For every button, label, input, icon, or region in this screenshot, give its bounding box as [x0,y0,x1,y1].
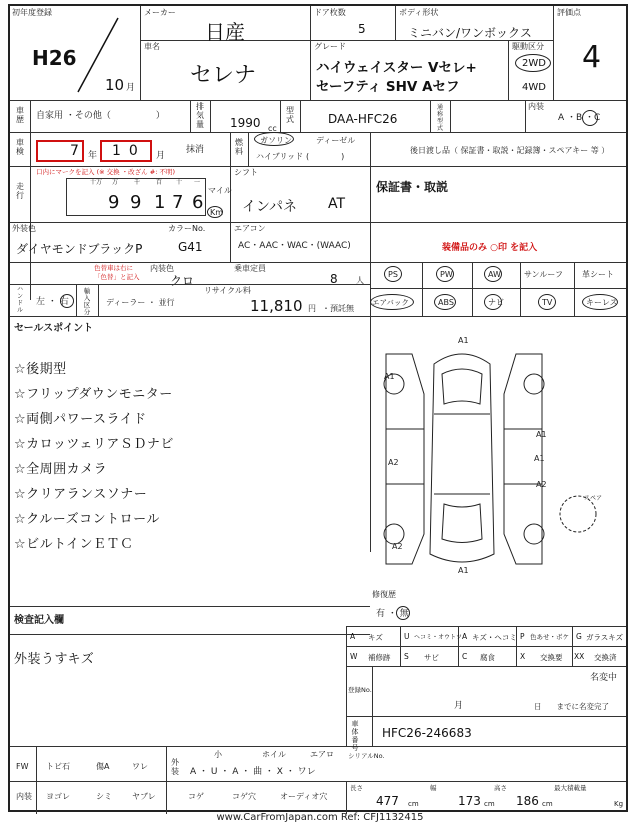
interior-grade-circle [582,110,598,126]
serial-label: シリアルNo. [348,752,385,760]
car-diagram [372,334,602,582]
legend-desc: キズ [368,633,383,642]
col-divider [472,262,473,316]
damage-mark: A2 [392,542,403,551]
col-divider [422,262,423,316]
legend-code: U [404,632,410,641]
chassis-label: 車体番号 [351,720,359,752]
col-divider [346,781,347,814]
first-reg-label: 初年度登録 [12,8,52,17]
handle-label: ハンドル [16,286,23,314]
equip-abs-circle [434,294,456,310]
unit-juu: 十 [176,179,183,186]
reg-month: 10 [105,76,125,94]
sales-point: ☆カロッツェリアＳＤナビ [14,437,174,452]
chassis-value: HFC26-246683 [382,726,472,740]
body-value: ミニバン/ワンボックス [408,26,532,40]
inspection-note: 外装うすキズ [14,652,95,667]
row-divider [10,634,370,635]
legend-code: A [462,632,468,641]
reg-year: H26 [32,46,77,70]
equip-ps-circle [384,266,402,282]
watermark-footer: www.CarFromJapan.com Ref: CFJ1132415 [216,812,424,823]
equip-airbag-circle [370,294,414,310]
insp-year: 7 [70,143,79,159]
ext-wheel: ホイル [262,750,286,759]
deadline-month: 月 [454,701,464,711]
in-item: シミ [96,792,112,801]
unit-ichi: 一 [194,179,201,186]
col-divider [508,40,509,100]
fuel-gas: ガソリン [260,136,292,145]
equip-ps: PS [388,270,398,279]
row-divider [10,606,370,607]
equip-aw-circle [484,266,502,282]
name-change-label: 名変中 [590,673,618,683]
col-divider [230,132,231,262]
damage-mark: A1 [384,372,395,381]
grade-label: グレード [314,42,346,51]
col-divider [300,100,301,132]
sales-point: ☆フリップダウンモニター [14,387,173,402]
col-divider [450,100,451,132]
legend-desc: 腐食 [480,653,495,662]
col-divider [280,100,281,132]
model-label: 型式 [286,106,294,124]
score-value: 4 [582,40,602,75]
interior-color-label: 内装色 [150,264,174,273]
sales-point: ☆クルーズコントロール [14,512,160,527]
unit-hyaku: 百 [156,179,163,186]
equip-pw-circle [436,266,454,282]
legend-code: S [404,652,409,661]
drive-2wd-circle [515,54,551,72]
exterior-label: 外装 [171,758,179,776]
recycle-label: リサイクル料 [204,286,251,295]
ac-value: AC・AAC・WAC・(WAAC) [238,241,351,251]
import-value: ディーラー ・ 並行 [106,298,175,307]
body-label: ボディ形状 [399,8,439,17]
mileage-note: 口内にマークを記入 (※ 交換 ・改ざん #: 不明) [36,168,175,176]
inspection-label: 車検 [16,138,24,156]
fuel-label: 燃料 [235,138,243,156]
unit-man: 万 [112,179,119,186]
mile-unit: マイル [208,186,232,195]
length-unit: cm [408,800,419,808]
month-unit: 月 [126,83,136,93]
grade-line-2: セーフティ SHV Aセフ [316,79,460,95]
legend-desc: 補修跡 [368,653,391,662]
car-name-value: セレナ [190,63,257,88]
damage-mark: A1 [458,336,469,345]
col-divider [520,262,521,316]
row-divider [10,166,626,167]
row-divider [10,100,626,101]
sales-point: ☆ビルトインＥＴＣ [14,537,134,552]
interior-cond-label: 内装 [16,792,32,801]
deleted-label: 抹消 [186,145,205,155]
legend-code: X [520,652,526,661]
color-value: ダイヤモンドブラックP [16,242,143,256]
equip-navi: ナビ [488,298,504,307]
in-item: ヨゴレ [46,792,70,801]
insp-month-unit: 月 [156,151,166,161]
shift-label: シフト [234,168,258,177]
ext-row: A ・ U ・ A ・ 曲 ・ X ・ ワレ [190,767,316,777]
in-item: コゲ穴 [232,792,256,801]
col-divider [36,746,37,814]
legend-code: C [462,652,468,661]
legend-desc: 色あせ・ボケ [530,633,569,641]
color-no-label: カラーNo. [168,224,206,233]
fw-label: FW [16,762,29,771]
unit-sen: 千 [134,179,141,186]
col-divider [346,626,347,746]
import-label: 輸入区分 [83,287,91,316]
doors-value: 5 [358,22,366,36]
model-value: DAA-HFC26 [328,112,398,126]
damage-mark: A1 [536,430,547,439]
fuel-hybrid: ハイブリッド [256,152,304,161]
mileage-digit: 1 [154,192,166,213]
equipment-note: 装備品のみ ○印 を記入 [442,243,538,253]
fuel-diesel: ディーゼル [316,136,356,145]
row-divider [10,284,370,285]
mileage-label: 走行 [16,182,24,200]
col-divider [210,100,211,132]
repair-label: 修復歴 [372,590,396,599]
height-label: 高さ [494,784,507,792]
ext-aero: エアロ [310,750,334,759]
col-divider [166,746,167,814]
deposit-status: ・預託無 [322,304,354,313]
color-label: 外装色 [12,224,36,233]
trade-label: 通称型式 [436,104,443,132]
equip-keyless-circle [582,294,618,310]
row-divider [10,132,626,133]
fw-item: トビ石 [46,762,70,771]
width-value: 173 [458,794,481,808]
row-divider [346,666,626,667]
fw-item: 傷A [96,762,110,771]
sales-title: セールスポイント [14,323,94,334]
length-value: 477 [376,794,399,808]
col-divider [572,626,573,666]
maker-label: メーカー [144,8,176,17]
seats-value: 8 [330,272,338,286]
row-divider [346,716,626,717]
repair-value: 有 ・ 無 [376,609,409,619]
length-label: 長さ [350,784,363,792]
row-divider [10,316,626,317]
col-divider [98,284,99,316]
type-label: 車歴 [16,106,24,124]
col-divider [248,132,249,166]
damage-mark: A2 [536,480,547,489]
legend-desc: ヘコミ・オウトツ [414,634,463,641]
legend-desc: キズ・ヘコミ [472,633,517,642]
row-divider [10,781,626,782]
mileage-digit: 9 [130,192,142,213]
equip-abs: ABS [438,298,454,307]
equip-tv: TV [542,298,553,307]
col-divider [140,6,141,100]
type-value: 自家用 ・その他（ ） [36,111,165,121]
in-item: コゲ [188,792,204,801]
legend-desc: 交換要 [540,653,563,662]
later-items: 後日渡し品（ 保証書・取説・記録簿・スペアキー 等 ） [410,146,610,155]
recycle-unit: 円 [308,304,316,313]
km-circle [207,206,223,218]
width-unit: cm [484,800,495,808]
fw-item: ワレ [132,762,148,771]
sales-point: ☆後期型 [14,362,67,377]
equip-keyless: キーレス [586,298,618,307]
maker-value: 日産 [205,20,245,44]
insp-month: 10 [112,143,146,159]
disp-label: 排気量 [196,102,204,129]
damage-mark: A2 [388,458,399,467]
load-unit: Kg [614,800,624,808]
disp-value: 1990 [230,116,261,130]
load-label: 最大積載量 [554,784,587,792]
drive-4wd: 4WD [522,82,546,93]
col-divider [430,100,431,132]
recycle-value: 11,810 [250,297,303,315]
color-change-note: 「色替」と記入 [94,273,140,281]
col-divider [400,626,401,666]
docs-included: 保証書・取説 [376,180,449,194]
col-divider [190,100,191,132]
handle-value: 左 ・ 右 [36,297,69,307]
fuel-other: ( ) [306,152,345,161]
legend-code: P [520,632,525,641]
mileage-digit: 7 [172,192,184,213]
row-divider [346,646,626,647]
drive-label: 駆動区分 [512,42,544,51]
row-divider [370,262,626,263]
col-divider [395,6,396,40]
row-divider [370,288,626,289]
seats-unit: 人 [356,276,364,285]
equip-navi-circle [484,294,502,310]
auction-sheet [8,4,628,812]
deadline-note: 日 までに名変完了 [534,702,609,711]
mileage-digit: 6 [192,192,204,213]
col-divider [574,262,575,316]
col-divider [310,6,311,100]
legend-desc: サビ [424,653,439,662]
fuel-gas-circle [254,132,294,146]
mileage-digit: 9 [108,192,120,213]
row-divider [10,262,370,263]
ext-small: 小 [214,750,222,759]
height-value: 186 [516,794,539,808]
col-divider [525,100,526,132]
row-divider [346,626,626,627]
color-change-note: 色替車は右に [94,264,133,272]
grade-line-1: ハイウェイスター Vセレ+ [316,60,477,76]
equip-leather: 革シート [582,270,614,279]
col-divider [30,100,31,300]
interior-color-value: クロ [170,274,195,288]
score-label: 評価点 [557,8,581,17]
equip-sunroof: サンルーフ [524,270,563,279]
equip-pw: PW [440,270,453,279]
legend-code: A [350,632,356,641]
legend-code: G [576,632,582,641]
interior-label: 内装 [528,102,544,111]
spare-label: スペア [584,495,603,502]
in-item: オーディオ穴 [280,792,328,801]
disp-unit: cc [268,124,277,133]
shift-position: インパネ [242,199,298,215]
width-label: 幅 [430,784,437,792]
damage-mark: A1 [458,566,469,575]
handle-right-circle [60,294,74,308]
reg-no-label: 登録No. [348,686,372,694]
col-divider [372,666,373,746]
drive-2wd: 2WD [522,58,546,69]
col-divider [370,132,371,552]
color-no-value: G41 [178,240,203,254]
sales-point: ☆クリアランスソナー [14,487,148,502]
ac-label: エアコン [234,224,266,233]
insp-year-unit: 年 [88,151,98,161]
col-divider [76,284,77,316]
repair-none-circle [396,606,410,620]
equip-tv-circle [538,294,556,310]
height-unit: cm [542,800,553,808]
damage-mark: A1 [534,454,545,463]
equip-airbag: エアバック [372,298,409,307]
equip-aw: AW [488,270,501,279]
doors-label: ドア枚数 [314,8,346,17]
shift-type: AT [328,196,346,212]
sales-point: ☆両側パワースライド [14,412,147,427]
row-divider [10,746,626,747]
inspection-title: 検査記入欄 [14,615,64,626]
interior-grade: A ・B ・C [558,113,601,123]
car-name-label: 車名 [144,42,160,51]
col-divider [553,6,554,100]
km-unit: Km [210,208,224,217]
row-divider [10,222,626,223]
in-item: ヤブレ [132,792,156,801]
sales-point: ☆全周囲カメラ [14,462,108,477]
unit-lakh: 十万 [90,179,103,186]
seats-label: 乗車定員 [234,264,266,273]
legend-code: W [350,652,358,661]
legend-desc: 交換済 [594,653,617,662]
legend-desc: ガラスキズ [586,633,624,642]
legend-code: XX [574,652,585,661]
